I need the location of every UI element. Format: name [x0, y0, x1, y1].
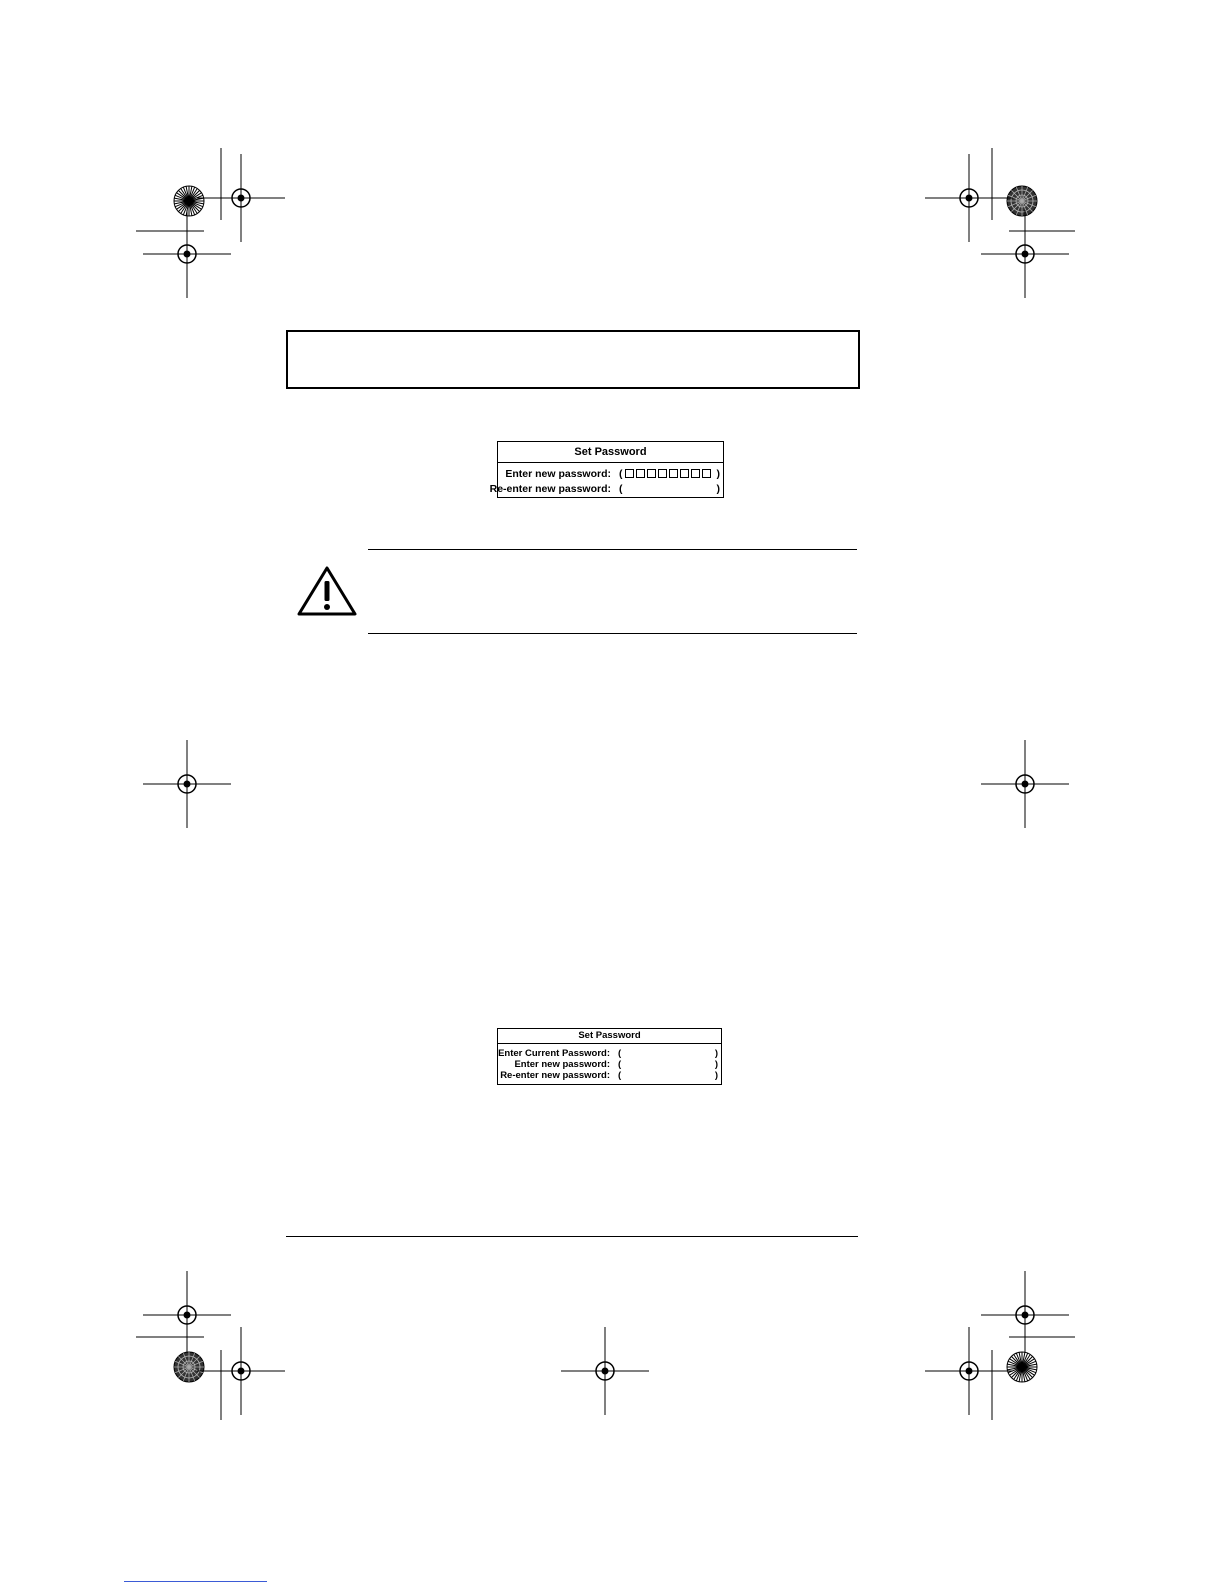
reenter-password-row[interactable]	[498, 1070, 721, 1081]
color-wheel-icon	[174, 186, 204, 216]
field-label: Re-enter new password:	[500, 1070, 610, 1081]
registration-crosshair-icon	[981, 740, 1069, 828]
dialog-title: Set Password	[498, 442, 723, 463]
field-label: Re-enter new password:	[489, 483, 611, 495]
close-paren: )	[716, 468, 720, 480]
registration-crosshair-icon	[197, 154, 285, 242]
mask-char	[702, 469, 711, 478]
registration-crosshair-icon	[925, 1327, 1013, 1415]
mask-char	[647, 469, 656, 478]
registration-crosshair-icon	[925, 154, 1013, 242]
new-password-row[interactable]	[498, 1059, 721, 1070]
close-paren: )	[714, 1059, 718, 1070]
mask-char	[680, 469, 689, 478]
registration-crosshair-icon	[143, 210, 231, 298]
registration-crosshair-icon	[197, 1327, 285, 1415]
set-password-dialog-current	[497, 1028, 722, 1085]
current-password-row[interactable]	[498, 1048, 721, 1059]
masked-password-input[interactable]	[625, 469, 711, 478]
open-paren: (	[619, 483, 623, 495]
mask-char	[636, 469, 645, 478]
close-paren: )	[714, 1070, 718, 1081]
mask-char	[658, 469, 667, 478]
footer-rule	[286, 1236, 858, 1237]
close-paren: )	[716, 483, 720, 495]
open-paren: (	[618, 1059, 622, 1070]
open-paren: (	[619, 468, 623, 480]
mask-char	[669, 469, 678, 478]
caution-triangle-icon	[296, 565, 358, 617]
field-label: Enter Current Password:	[498, 1048, 610, 1059]
set-password-dialog	[489, 441, 724, 498]
registration-crosshair-icon	[143, 740, 231, 828]
reenter-password-row[interactable]	[489, 482, 723, 497]
registration-crosshair-icon	[981, 1271, 1069, 1359]
field-label: Enter new password:	[505, 468, 611, 480]
mask-char	[625, 469, 634, 478]
mask-char	[691, 469, 700, 478]
section-header-box	[286, 330, 860, 389]
caution-bottom-rule	[368, 633, 857, 634]
field-label: Enter new password:	[514, 1059, 610, 1070]
open-paren: (	[618, 1048, 622, 1059]
close-paren: )	[714, 1048, 718, 1059]
open-paren: (	[618, 1070, 622, 1081]
registration-crosshair-icon	[561, 1327, 649, 1415]
caution-top-rule	[368, 549, 857, 550]
color-wheel-icon	[1007, 186, 1037, 216]
registration-crosshair-icon	[981, 210, 1069, 298]
color-wheel-icon	[1007, 1352, 1037, 1382]
registration-crosshair-icon	[143, 1271, 231, 1359]
new-password-row[interactable]	[498, 467, 723, 482]
link-underline[interactable]	[124, 1581, 267, 1582]
dialog-title: Set Password	[498, 1029, 721, 1044]
color-wheel-icon	[174, 1352, 204, 1382]
